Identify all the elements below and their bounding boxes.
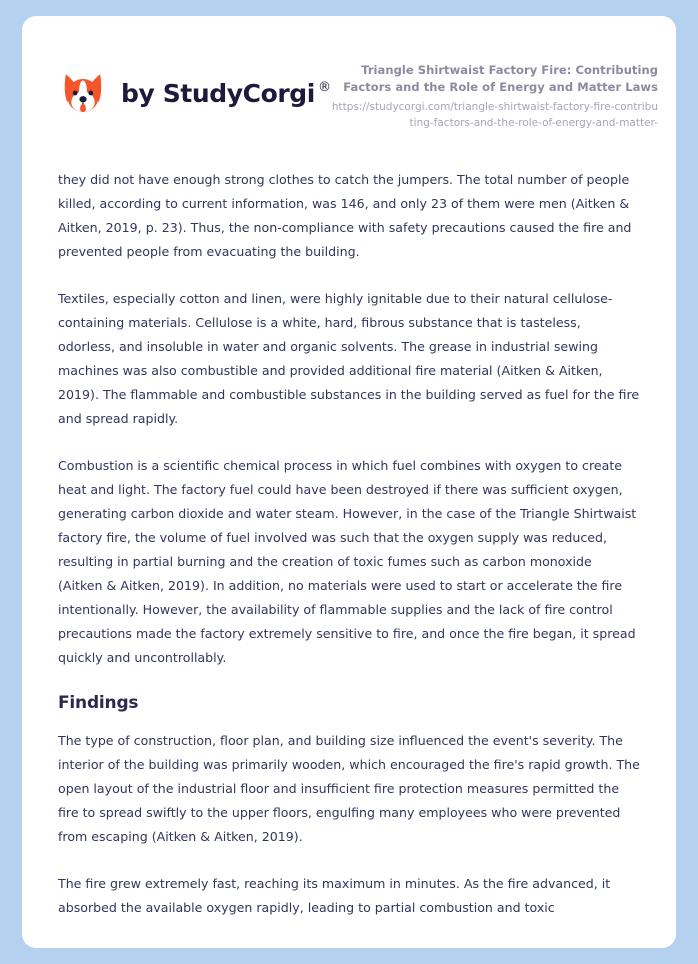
brand-logo-group[interactable] [58,60,331,118]
document-url[interactable]: https://studycorgi.com/triangle-shirtwaist-factory-fire-contributing-factors-and-the-role-of-energy-and-matter- [331,101,658,129]
document-header [22,16,676,131]
document-title: Triangle Shirtwaist Factory Fire: Contributing Factors and the Role of Energy and Matter Laws [343,63,658,94]
paragraph: The type of construction, floor plan, and building size influenced the event's severity. The interior of the building was primarily wooden, which encouraged the fire's rapid growth. The open layout of the industrial floor and insufficient fire protection measures permitted the fire to spread swiftly to the upper floors, engulfing many employees who were prevented from escaping (Aitken & Aitken, 2019). [58,732,640,844]
registered-trademark-icon: ® [317,79,331,95]
brand-name [121,79,331,108]
header-document-meta [331,60,658,131]
corgi-logo-icon [58,68,108,118]
document-page-card [22,16,676,948]
section-heading-findings: Findings [58,692,139,713]
paragraph: Combustion is a scientific chemical process in which fuel combines with oxygen to create heat and light. The factory fuel could have been destroyed if there was sufficient oxygen, generating carbon dioxide and water steam. However, in the case of the Triangle Shirtwaist factory fire, the volume of fuel involved was such that the oxygen supply was reduced, resulting in partial burning and the creation of toxic fumes such as carbon monoxide (Aitken & Aitken, 2019). In addition, no materials were used to start or accelerate the fire intentionally. However, the availability of flammable supplies and the lack of fire control precautions made the factory extremely sensitive to fire, and once the fire began, it spread quickly and uncontrollably. [58,457,637,665]
brand-name-text: by StudyCorgi [121,78,315,108]
document-body [22,168,676,920]
paragraph: The fire grew extremely fast, reaching its maximum in minutes. As the fire advanced, it absorbed the available oxygen rapidly, leading to partial combustion and toxic [58,875,611,915]
paragraph: they did not have enough strong clothes to catch the jumpers. The total number of people killed, according to current information, was 146, and only 23 of them were men (Aitken & Aitken, 2019, p. 23). Thus, the non-compliance with safety precautions caused the fire and prevented people from evacuating the building. [58,171,632,259]
paragraph: Textiles, especially cotton and linen, were highly ignitable due to their natural cellulose-containing materials. Cellulose is a white, hard, fibrous substance that is tasteless, odorless, and insoluble in water and organic solvents. The grease in industrial sewing machines was also combustible and provided additional fire material (Aitken & Aitken, 2019). The flammable and combustible substances in the building served as fuel for the fire and spread rapidly. [58,290,640,426]
